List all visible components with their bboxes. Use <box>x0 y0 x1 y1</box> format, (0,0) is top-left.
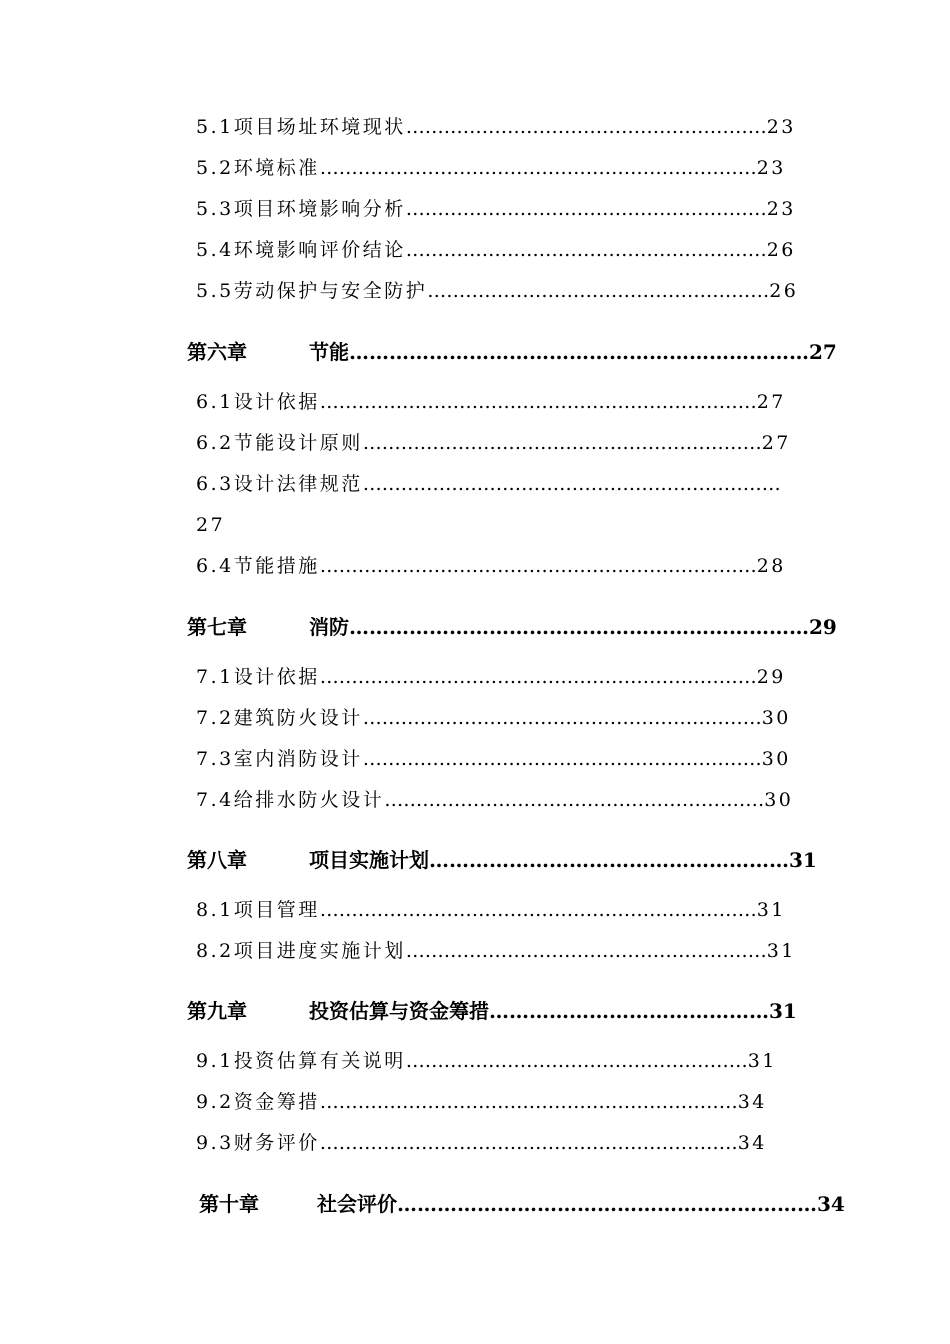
toc-chapter-title: 投资估算与资金筹措 <box>309 999 489 1023</box>
toc-dot-leader: …………………………………………………………… <box>319 666 757 688</box>
toc-chapter-6[interactable] <box>187 342 837 362</box>
toc-chapter-title: 消防 <box>309 615 349 639</box>
toc-entry-5-4[interactable] <box>196 241 796 260</box>
toc-page-number: 30 <box>761 707 791 729</box>
toc-entry-label: 7.1设计依据 <box>196 666 320 688</box>
toc-entry-label: 6.2节能设计原则 <box>196 432 363 454</box>
toc-page-number: 31 <box>769 999 797 1023</box>
toc-entry-label: 9.2资金筹措 <box>196 1091 320 1113</box>
toc-entry-label: 5.5劳动保护与安全防护 <box>196 280 428 302</box>
toc-entry-8-1[interactable] <box>196 901 786 920</box>
toc-chapter-title: 节能 <box>309 340 349 364</box>
toc-page-number: 31 <box>747 1050 777 1072</box>
toc-dot-leader: ………………………………………………………… <box>319 1132 738 1154</box>
toc-page-number: 31 <box>766 940 796 962</box>
toc-dot-leader: ……………………………………………………… <box>362 748 762 770</box>
toc-entry-5-5[interactable] <box>196 282 798 301</box>
toc-entry-7-1[interactable] <box>196 668 786 687</box>
toc-chapter-title: 项目实施计划 <box>309 848 429 872</box>
toc-chapter-number: 第七章 <box>187 615 247 639</box>
toc-chapter-number: 第十章 <box>199 1192 259 1216</box>
toc-page-number: 29 <box>809 615 837 639</box>
toc-dot-leader: ………………………………………………… <box>405 116 767 138</box>
toc-entry-5-3[interactable] <box>196 200 796 219</box>
toc-entry-7-3[interactable] <box>196 750 791 769</box>
toc-page-number: 27 <box>761 432 791 454</box>
toc-dot-leader: …………………………………………………………… <box>319 555 757 577</box>
toc-chapter-9[interactable] <box>187 1001 797 1021</box>
toc-entry-9-2[interactable] <box>196 1093 767 1112</box>
toc-entry-5-1[interactable] <box>196 118 796 137</box>
toc-dot-leader: …………………………………………………… <box>384 789 765 811</box>
toc-chapter-title: 社会评价 <box>317 1192 397 1216</box>
toc-entry-label: 6.1设计依据 <box>196 391 320 413</box>
toc-entry-6-3[interactable] <box>196 475 781 494</box>
toc-dot-leader: ………………………………………………… <box>405 239 767 261</box>
toc-entry-7-4[interactable] <box>196 791 793 810</box>
toc-dot-leader: …………………………………… <box>489 999 769 1023</box>
toc-dot-leader: …………………………………………………………… <box>319 391 757 413</box>
toc-entry-6-3-page[interactable] <box>196 516 225 535</box>
toc-dot-leader: ……………………………………………………… <box>362 432 762 454</box>
toc-entry-label: 6.4节能措施 <box>196 555 320 577</box>
toc-page-number: 23 <box>766 116 796 138</box>
toc-entry-7-2[interactable] <box>196 709 791 728</box>
toc-page-number: 31 <box>756 899 786 921</box>
toc-page-number: 23 <box>766 198 796 220</box>
toc-page-number: 34 <box>737 1091 767 1113</box>
toc-page-number: 30 <box>761 748 791 770</box>
toc-chapter-number: 第八章 <box>187 848 247 872</box>
toc-page-number: 27 <box>809 340 837 364</box>
toc-dot-leader: ……………………………………………………… <box>397 1192 817 1216</box>
toc-page-number: 26 <box>766 239 796 261</box>
toc-dot-leader: ……………………………………………… <box>427 280 770 302</box>
toc-entry-label: 8.1项目管理 <box>196 899 320 921</box>
toc-entry-label: 7.2建筑防火设计 <box>196 707 363 729</box>
toc-entry-label: 5.3项目环境影响分析 <box>196 198 406 220</box>
toc-entry-label: 9.1投资估算有关说明 <box>196 1050 406 1072</box>
toc-entry-5-2[interactable] <box>196 159 786 178</box>
toc-dot-leader: ………………………………………………… <box>405 198 767 220</box>
toc-page-number: 34 <box>737 1132 767 1154</box>
toc-dot-leader: ……………………………………………… <box>429 848 789 872</box>
toc-page-number: 28 <box>756 555 786 577</box>
toc-page-number: 27 <box>196 514 226 536</box>
toc-chapter-7[interactable] <box>187 617 837 637</box>
toc-chapter-10[interactable] <box>199 1194 845 1214</box>
toc-chapter-8[interactable] <box>187 850 817 870</box>
toc-entry-label: 7.3室内消防设计 <box>196 748 363 770</box>
toc-page-number: 34 <box>817 1192 845 1216</box>
toc-entry-label: 9.3财务评价 <box>196 1132 320 1154</box>
toc-dot-leader: …………………………………………………………… <box>349 615 809 639</box>
toc-entry-8-2[interactable] <box>196 942 796 961</box>
toc-entry-6-1[interactable] <box>196 393 786 412</box>
toc-dot-leader: ……………………………………………………… <box>362 707 762 729</box>
toc-dot-leader: ………………………………………………………… <box>362 473 781 495</box>
toc-page-number: 30 <box>764 789 794 811</box>
toc-entry-label: 8.2项目进度实施计划 <box>196 940 406 962</box>
toc-entry-label: 5.1项目场址环境现状 <box>196 116 406 138</box>
toc-entry-9-3[interactable] <box>196 1134 767 1153</box>
toc-page-number: 27 <box>756 391 786 413</box>
toc-dot-leader: ………………………………………………………… <box>319 1091 738 1113</box>
toc-chapter-number: 第六章 <box>187 340 247 364</box>
toc-page-number: 29 <box>756 666 786 688</box>
toc-dot-leader: …………………………………………………………… <box>349 340 809 364</box>
toc-entry-6-2[interactable] <box>196 434 791 453</box>
toc-entry-label: 7.4给排水防火设计 <box>196 789 385 811</box>
toc-dot-leader: ……………………………………………… <box>405 1050 748 1072</box>
toc-dot-leader: ………………………………………………… <box>405 940 767 962</box>
toc-page-number: 26 <box>769 280 799 302</box>
toc-entry-9-1[interactable] <box>196 1052 777 1071</box>
toc-chapter-number: 第九章 <box>187 999 247 1023</box>
toc-dot-leader: …………………………………………………………… <box>319 899 757 921</box>
toc-dot-leader: …………………………………………………………… <box>319 157 757 179</box>
toc-entry-label: 5.4环境影响评价结论 <box>196 239 406 261</box>
toc-page-number: 23 <box>756 157 786 179</box>
toc-page-number: 31 <box>789 848 817 872</box>
toc-entry-label: 6.3设计法律规范 <box>196 473 363 495</box>
toc-entry-6-4[interactable] <box>196 557 786 576</box>
toc-entry-label: 5.2环境标准 <box>196 157 320 179</box>
